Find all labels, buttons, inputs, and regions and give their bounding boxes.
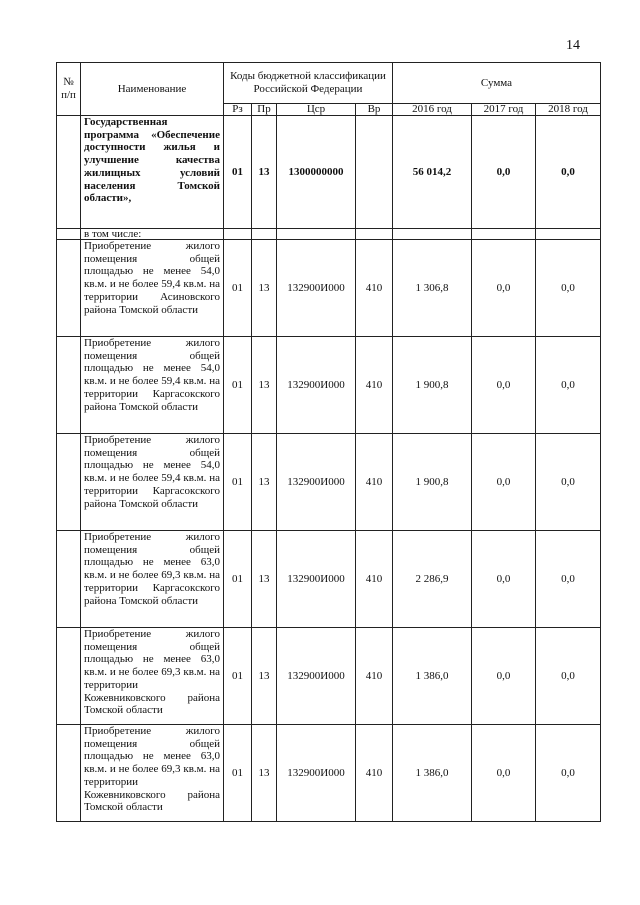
budget-table xyxy=(56,62,601,822)
row-vr: 410 xyxy=(356,628,393,725)
row-rz: 01 xyxy=(224,725,252,822)
row-2017: 0,0 xyxy=(472,337,536,434)
header-csr: Цср xyxy=(277,104,356,116)
program-vr xyxy=(356,116,393,229)
row-2018: 0,0 xyxy=(536,531,601,628)
row-name: Приобретение жилого помещения общей площадью не менее 54,0 кв.м. и не более 59,4 кв.м. на территории Асиновского района Томской области xyxy=(81,240,224,337)
row-2016: 1 900,8 xyxy=(393,337,472,434)
row-pr: 13 xyxy=(252,434,277,531)
row-2018: 0,0 xyxy=(536,628,601,725)
subheader-text: в том числе: xyxy=(81,229,224,240)
header-codes: Коды бюджетной классификации Российской Федерации xyxy=(224,63,393,104)
program-2018: 0,0 xyxy=(536,116,601,229)
row-vr: 410 xyxy=(356,725,393,822)
row-vr: 410 xyxy=(356,531,393,628)
table-row xyxy=(57,337,601,434)
program-2017: 0,0 xyxy=(472,116,536,229)
row-vr: 410 xyxy=(356,240,393,337)
row-rz: 01 xyxy=(224,531,252,628)
row-rz: 01 xyxy=(224,628,252,725)
row-2016: 1 306,8 xyxy=(393,240,472,337)
header-name: Наименование xyxy=(81,63,224,116)
header-2016: 2016 год xyxy=(393,104,472,116)
header-rz: Рз xyxy=(224,104,252,116)
header-pr: Пр xyxy=(252,104,277,116)
table-row xyxy=(57,628,601,725)
row-pr: 13 xyxy=(252,337,277,434)
header-num: № п/п xyxy=(57,63,81,116)
program-csr: 1300000000 xyxy=(277,116,356,229)
row-rz: 01 xyxy=(224,337,252,434)
program-rz: 01 xyxy=(224,116,252,229)
row-2018: 0,0 xyxy=(536,434,601,531)
row-2017: 0,0 xyxy=(472,531,536,628)
row-vr: 410 xyxy=(356,434,393,531)
row-2018: 0,0 xyxy=(536,725,601,822)
page-number: 14 xyxy=(566,38,580,53)
table-row xyxy=(57,240,601,337)
row-2016: 1 386,0 xyxy=(393,628,472,725)
row-csr: 132900И000 xyxy=(277,531,356,628)
row-2017: 0,0 xyxy=(472,725,536,822)
program-row xyxy=(57,116,601,229)
header-vr: Вр xyxy=(356,104,393,116)
row-2016: 2 286,9 xyxy=(393,531,472,628)
program-num xyxy=(57,116,81,229)
row-rz: 01 xyxy=(224,434,252,531)
row-pr: 13 xyxy=(252,725,277,822)
row-name: Приобретение жилого помещения общей площадью не менее 63,0 кв.м. и не более 69,3 кв.м. на территории Кожевниковского района Томской области xyxy=(81,725,224,822)
row-2016: 1 386,0 xyxy=(393,725,472,822)
row-2018: 0,0 xyxy=(536,240,601,337)
row-csr: 132900И000 xyxy=(277,240,356,337)
program-2016: 56 014,2 xyxy=(393,116,472,229)
row-name: Приобретение жилого помещения общей площадью не менее 63,0 кв.м. и не более 69,3 кв.м. на территории Кожевниковского района Томской области xyxy=(81,628,224,725)
table-row xyxy=(57,434,601,531)
row-vr: 410 xyxy=(356,337,393,434)
program-name: Государственная программа «Обеспечение доступности жилья и улучшение качества жилищных условий населения Томской области», xyxy=(81,116,224,229)
row-2018: 0,0 xyxy=(536,337,601,434)
row-name: Приобретение жилого помещения общей площадью не менее 63,0 кв.м. и не более 69,3 кв.м. на территории Каргасокского района Томской области xyxy=(81,531,224,628)
row-csr: 132900И000 xyxy=(277,725,356,822)
row-pr: 13 xyxy=(252,628,277,725)
row-2017: 0,0 xyxy=(472,240,536,337)
header-sum: Сумма xyxy=(393,63,601,104)
row-name: Приобретение жилого помещения общей площадью не менее 54,0 кв.м. и не более 59,4 кв.м. на территории Каргасокского района Томской области xyxy=(81,434,224,531)
header-2017: 2017 год xyxy=(472,104,536,116)
row-name: Приобретение жилого помещения общей площадью не менее 54,0 кв.м. и не более 59,4 кв.м. на территории Каргасокского района Томской области xyxy=(81,337,224,434)
subheader-row xyxy=(57,229,601,240)
header-2018: 2018 год xyxy=(536,104,601,116)
row-pr: 13 xyxy=(252,531,277,628)
table-row xyxy=(57,531,601,628)
row-2017: 0,0 xyxy=(472,434,536,531)
program-pr: 13 xyxy=(252,116,277,229)
table-row xyxy=(57,725,601,822)
row-pr: 13 xyxy=(252,240,277,337)
row-2017: 0,0 xyxy=(472,628,536,725)
row-2016: 1 900,8 xyxy=(393,434,472,531)
row-csr: 132900И000 xyxy=(277,337,356,434)
row-csr: 132900И000 xyxy=(277,628,356,725)
row-csr: 132900И000 xyxy=(277,434,356,531)
row-rz: 01 xyxy=(224,240,252,337)
